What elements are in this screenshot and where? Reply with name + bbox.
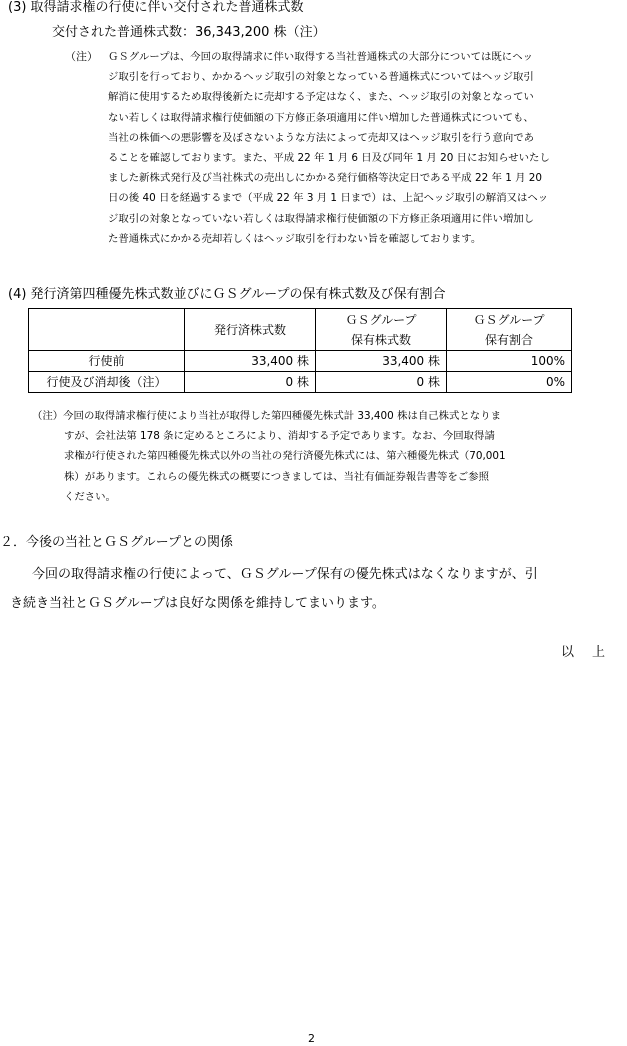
- row-gs-held: 0 株: [316, 372, 447, 393]
- header-line: ＧＳグループ: [345, 312, 417, 327]
- note-mark: （注）: [65, 50, 98, 63]
- section2-body-line: き続き当社とＧＳグループは良好な関係を維持してまいります。: [10, 596, 385, 611]
- header-line: 保有株式数: [350, 332, 411, 347]
- section4-heading: (4) 発行済第四種優先株式数並びにＧＳグループの保有株式数及び保有割合: [8, 287, 446, 302]
- row-label: 行使及び消却後（注）: [29, 372, 185, 393]
- table-note: [32, 406, 592, 507]
- header-line: ＧＳグループ: [473, 312, 545, 327]
- delivered-shares-text: 交付された普通株式数：36,343,200 株（注）: [52, 25, 326, 40]
- table-header-row: [29, 309, 572, 351]
- note-line: ＧＳグループは、今回の取得請求に伴い取得する当社普通株式の大部分については既にヘッ: [108, 51, 533, 63]
- table-row: [29, 351, 572, 372]
- note-line: 日の後 40 日を経過するまで（平成 22 年 3 月 1 日まで）は、上記ヘッジ取引の解消又はヘッ: [108, 192, 549, 205]
- header-line: 保有割合: [484, 332, 533, 347]
- row-ratio: 0%: [447, 372, 572, 393]
- table-note-line: すが、会社法第 178 条に定めるところにより、消却する予定であります。なお、今回取得請: [64, 430, 495, 443]
- table-header-ratio: [447, 309, 572, 351]
- row-ratio: 100%: [447, 351, 572, 372]
- row-gs-held: 33,400 株: [316, 351, 447, 372]
- note-line: ました新株式発行及び当社株式の売出しにかかる発行価格等決定日である平成 22 年 1 月 20: [108, 172, 543, 185]
- table-header-issued: 発行済株式数: [185, 309, 316, 351]
- closing-mark: 以上: [560, 645, 623, 660]
- note-line: ない若しくは取得請求権行使価額の下方修正条項適用に伴い増加した普通株式についても、: [108, 111, 534, 124]
- table-row: [29, 372, 572, 393]
- row-issued: 0 株: [185, 372, 316, 393]
- note-line: た普通株式にかかる売却若しくはヘッジ取引を行わない旨を確認しております。: [108, 232, 482, 245]
- table-note-line: 求権が行使された第四種優先株式以外の当社の発行済優先株式には、第六種優先株式（70,001: [64, 450, 506, 463]
- table-note-line: （注）今回の取得請求権行使により当社が取得した第四種優先株式計 33,400 株は自己株式となりま: [32, 410, 501, 422]
- note-line: 解消に使用するため取得後新たに売却する予定はなく、また、ヘッジ取引の対象となってい: [108, 91, 534, 104]
- row-label: 行使前: [29, 351, 185, 372]
- table-header-empty: [29, 309, 185, 351]
- row-issued: 33,400 株: [185, 351, 316, 372]
- table-note-line: ください。: [64, 490, 116, 503]
- section3-note: [108, 47, 627, 249]
- table-note-line: 株）があります。これらの優先株式の概要につきましては、当社有価証券報告書等をご参照: [64, 470, 489, 483]
- note-line: ジ取引の対象となっていない若しくは取得請求権行使価額の下方修正条項適用に伴い増加し: [108, 212, 535, 225]
- note-line: ジ取引を行っており、かかるヘッジ取引の対象となっている普通株式についてはヘッジ取引: [108, 71, 534, 84]
- section2-body: [10, 560, 625, 618]
- section3-heading: (3) 取得請求権の行使に伴い交付された普通株式数: [8, 0, 304, 15]
- page-number: 2: [308, 1032, 315, 1045]
- shares-table: [28, 308, 572, 393]
- note-line: ることを確認しております。また、平成 22 年 1 月 6 日及び同年 1 月 20 日にお知らせいたし: [108, 152, 550, 165]
- table-header-gs-held: [316, 309, 447, 351]
- note-line: 当社の株価への悪影響を及ぼさないような方法によって売却又はヘッジ取引を行う意向であ: [108, 131, 535, 144]
- section2-heading: ２．今後の当社とＧＳグループとの関係: [0, 535, 233, 550]
- section2-body-line: 今回の取得請求権の行使によって、ＧＳグループ保有の優先株式はなくなりますが、引: [32, 567, 538, 582]
